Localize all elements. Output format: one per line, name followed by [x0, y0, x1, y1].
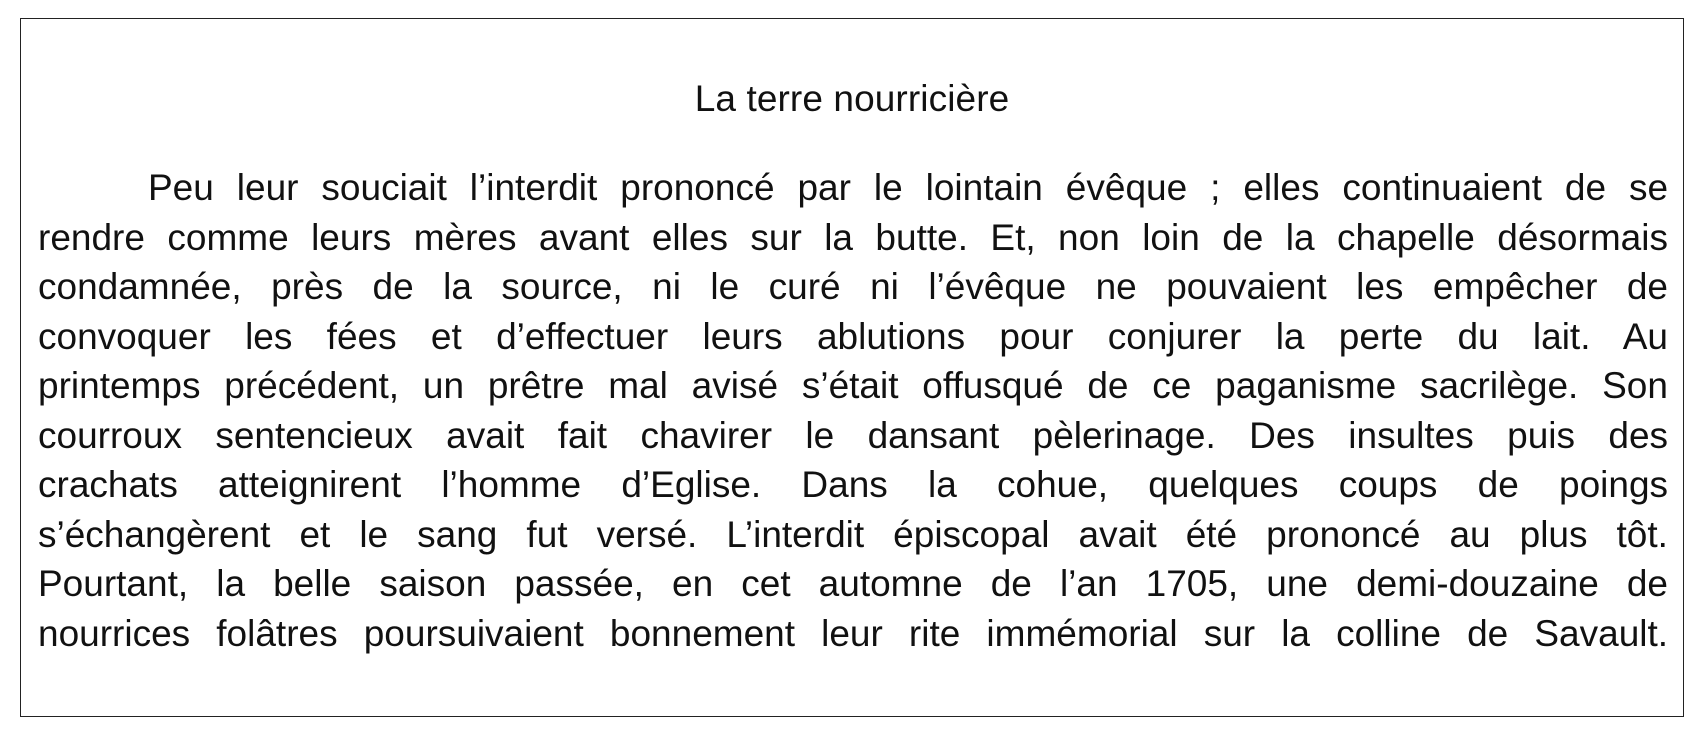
paragraph-line: s’échangèrent et le sang fut versé. L’interdit épiscopal avait été prononcé au plus tôt.	[38, 513, 1668, 555]
paragraph-line: crachats atteignirent l’homme d’Eglise. Dans la cohue, quelques coups de poings	[38, 464, 1669, 505]
document-title: La terre nourricière	[694, 78, 1010, 119]
paragraph-line: Pourtant, la belle saison passée, en cet automne de l’an 1705, une demi-douzaine de	[38, 563, 1669, 604]
paragraph-line: rendre comme leurs mères avant elles sur la butte. Et, non loin de la chapelle désormais	[38, 216, 1668, 258]
paragraph-line: Peu leur souciait l’interdit prononcé par le lointain évêque ; elles continuaient de se	[148, 167, 1669, 208]
document-paragraph	[38, 163, 1668, 658]
paragraph-line: condamnée, près de la source, ni le curé ni l’évêque ne pouvaient les empêcher de	[38, 266, 1669, 307]
paragraph-line: courroux sentencieux avait fait chavirer le dansant pèlerinage. Des insultes puis des	[38, 414, 1669, 456]
paragraph-line: nourrices folâtres poursuivaient bonnement leur rite immémorial sur la colline de Savault.	[38, 612, 1669, 654]
paragraph-line: convoquer les fées et d’effectuer leurs ablutions pour conjurer la perte du lait. Au	[38, 315, 1668, 357]
document-frame	[20, 18, 1684, 717]
paragraph-line: printemps précédent, un prêtre mal avisé s’était offusqué de ce paganisme sacrilège. Son	[38, 365, 1668, 406]
